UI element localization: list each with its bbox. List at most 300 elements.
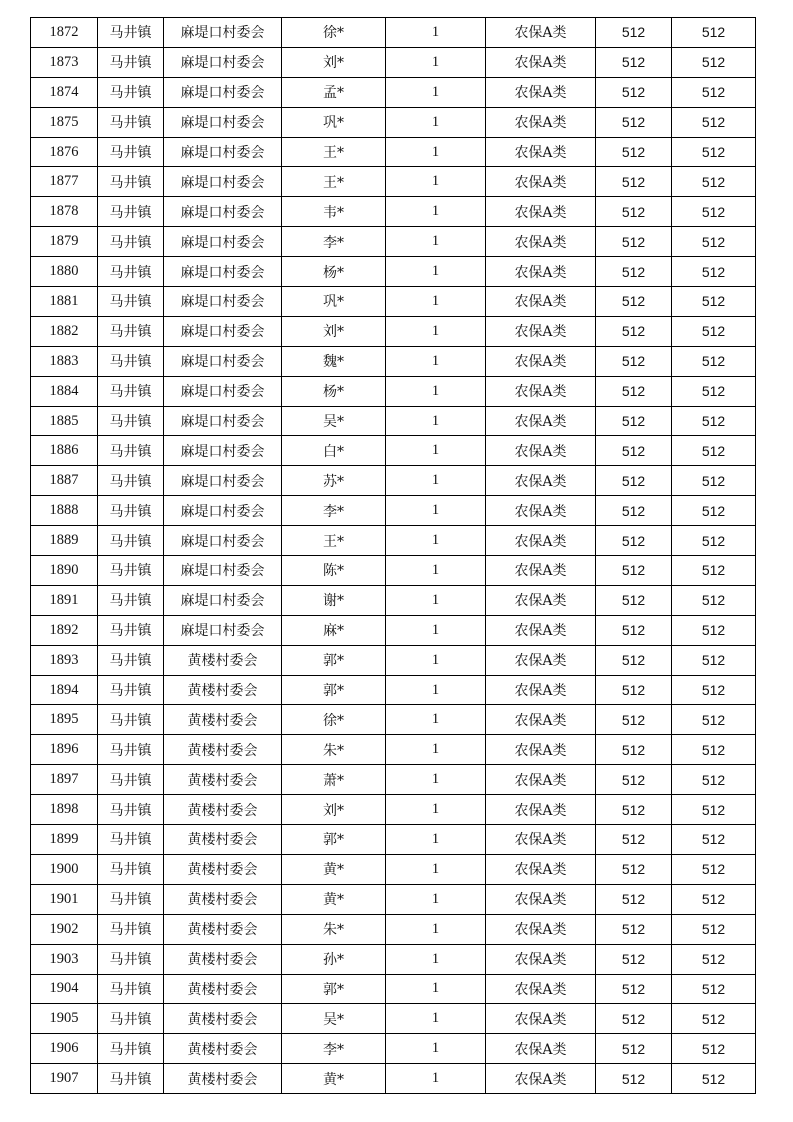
cell-paid-amount: 512 — [672, 1034, 756, 1064]
cell-paid-amount: 512 — [672, 496, 756, 526]
cell-village: 黄楼村委会 — [164, 854, 282, 884]
cell-category: 农保A类 — [486, 346, 596, 376]
cell-paid-amount: 512 — [672, 1064, 756, 1094]
cell-village: 黄楼村委会 — [164, 884, 282, 914]
table-row — [31, 585, 756, 615]
cell-category: 农保A类 — [486, 376, 596, 406]
cell-category: 农保A类 — [486, 496, 596, 526]
cell-category: 农保A类 — [486, 735, 596, 765]
table-row — [31, 376, 756, 406]
cell-person-name: 黄* — [282, 854, 386, 884]
cell-town: 马井镇 — [98, 675, 164, 705]
cell-town: 马井镇 — [98, 854, 164, 884]
cell-village: 黄楼村委会 — [164, 765, 282, 795]
cell-serial-number: 1890 — [31, 556, 98, 586]
cell-paid-amount: 512 — [672, 316, 756, 346]
cell-standard-amount: 512 — [596, 914, 672, 944]
table-body — [31, 18, 756, 1094]
cell-serial-number: 1885 — [31, 406, 98, 436]
cell-village: 麻堤口村委会 — [164, 77, 282, 107]
cell-village: 麻堤口村委会 — [164, 18, 282, 48]
cell-category: 农保A类 — [486, 825, 596, 855]
cell-standard-amount: 512 — [596, 227, 672, 257]
cell-village: 麻堤口村委会 — [164, 107, 282, 137]
cell-person-name: 萧* — [282, 765, 386, 795]
cell-count: 1 — [386, 1004, 486, 1034]
cell-town: 马井镇 — [98, 227, 164, 257]
cell-paid-amount: 512 — [672, 436, 756, 466]
cell-town: 马井镇 — [98, 346, 164, 376]
cell-town: 马井镇 — [98, 18, 164, 48]
cell-person-name: 郭* — [282, 974, 386, 1004]
cell-village: 黄楼村委会 — [164, 974, 282, 1004]
table-row — [31, 346, 756, 376]
table-row — [31, 645, 756, 675]
cell-count: 1 — [386, 167, 486, 197]
cell-paid-amount: 512 — [672, 825, 756, 855]
cell-count: 1 — [386, 705, 486, 735]
cell-standard-amount: 512 — [596, 1004, 672, 1034]
cell-standard-amount: 512 — [596, 346, 672, 376]
cell-standard-amount: 512 — [596, 18, 672, 48]
cell-town: 马井镇 — [98, 1064, 164, 1094]
cell-category: 农保A类 — [486, 615, 596, 645]
table-row — [31, 526, 756, 556]
cell-paid-amount: 512 — [672, 974, 756, 1004]
cell-serial-number: 1888 — [31, 496, 98, 526]
cell-standard-amount: 512 — [596, 645, 672, 675]
table-row — [31, 705, 756, 735]
cell-category: 农保A类 — [486, 257, 596, 287]
cell-standard-amount: 512 — [596, 735, 672, 765]
cell-serial-number: 1891 — [31, 585, 98, 615]
cell-serial-number: 1901 — [31, 884, 98, 914]
cell-person-name: 刘* — [282, 47, 386, 77]
cell-category: 农保A类 — [486, 47, 596, 77]
cell-category: 农保A类 — [486, 167, 596, 197]
table-row — [31, 735, 756, 765]
table-row — [31, 795, 756, 825]
cell-person-name: 李* — [282, 227, 386, 257]
cell-serial-number: 1897 — [31, 765, 98, 795]
cell-count: 1 — [386, 645, 486, 675]
cell-paid-amount: 512 — [672, 585, 756, 615]
cell-paid-amount: 512 — [672, 705, 756, 735]
cell-standard-amount: 512 — [596, 944, 672, 974]
table-row — [31, 615, 756, 645]
cell-category: 农保A类 — [486, 795, 596, 825]
cell-serial-number: 1904 — [31, 974, 98, 1004]
cell-count: 1 — [386, 795, 486, 825]
cell-person-name: 吴* — [282, 406, 386, 436]
cell-standard-amount: 512 — [596, 316, 672, 346]
cell-town: 马井镇 — [98, 615, 164, 645]
cell-category: 农保A类 — [486, 1004, 596, 1034]
cell-village: 麻堤口村委会 — [164, 615, 282, 645]
cell-category: 农保A类 — [486, 914, 596, 944]
cell-village: 黄楼村委会 — [164, 705, 282, 735]
cell-count: 1 — [386, 406, 486, 436]
cell-paid-amount: 512 — [672, 884, 756, 914]
cell-person-name: 徐* — [282, 705, 386, 735]
table-row — [31, 675, 756, 705]
cell-category: 农保A类 — [486, 466, 596, 496]
table-row — [31, 1064, 756, 1094]
cell-category: 农保A类 — [486, 556, 596, 586]
cell-standard-amount: 512 — [596, 854, 672, 884]
cell-village: 麻堤口村委会 — [164, 257, 282, 287]
cell-serial-number: 1881 — [31, 287, 98, 317]
table-row — [31, 1034, 756, 1064]
cell-serial-number: 1875 — [31, 107, 98, 137]
cell-category: 农保A类 — [486, 645, 596, 675]
cell-count: 1 — [386, 77, 486, 107]
cell-standard-amount: 512 — [596, 884, 672, 914]
cell-paid-amount: 512 — [672, 77, 756, 107]
cell-serial-number: 1882 — [31, 316, 98, 346]
cell-person-name: 徐* — [282, 18, 386, 48]
cell-serial-number: 1874 — [31, 77, 98, 107]
cell-count: 1 — [386, 944, 486, 974]
cell-person-name: 孙* — [282, 944, 386, 974]
cell-village: 麻堤口村委会 — [164, 167, 282, 197]
cell-person-name: 刘* — [282, 316, 386, 346]
cell-standard-amount: 512 — [596, 257, 672, 287]
cell-serial-number: 1873 — [31, 47, 98, 77]
cell-standard-amount: 512 — [596, 466, 672, 496]
cell-count: 1 — [386, 47, 486, 77]
table-row — [31, 77, 756, 107]
cell-standard-amount: 512 — [596, 197, 672, 227]
cell-person-name: 巩* — [282, 287, 386, 317]
table-row — [31, 167, 756, 197]
cell-standard-amount: 512 — [596, 77, 672, 107]
table-row — [31, 197, 756, 227]
cell-count: 1 — [386, 376, 486, 406]
cell-village: 麻堤口村委会 — [164, 406, 282, 436]
cell-count: 1 — [386, 735, 486, 765]
cell-count: 1 — [386, 675, 486, 705]
cell-town: 马井镇 — [98, 765, 164, 795]
cell-serial-number: 1902 — [31, 914, 98, 944]
cell-village: 黄楼村委会 — [164, 795, 282, 825]
cell-paid-amount: 512 — [672, 406, 756, 436]
cell-count: 1 — [386, 197, 486, 227]
cell-paid-amount: 512 — [672, 645, 756, 675]
cell-person-name: 谢* — [282, 585, 386, 615]
cell-town: 马井镇 — [98, 556, 164, 586]
cell-count: 1 — [386, 287, 486, 317]
cell-village: 麻堤口村委会 — [164, 346, 282, 376]
cell-paid-amount: 512 — [672, 376, 756, 406]
table-row — [31, 406, 756, 436]
cell-person-name: 郭* — [282, 675, 386, 705]
cell-category: 农保A类 — [486, 137, 596, 167]
cell-town: 马井镇 — [98, 137, 164, 167]
cell-paid-amount: 512 — [672, 346, 756, 376]
cell-person-name: 魏* — [282, 346, 386, 376]
cell-paid-amount: 512 — [672, 795, 756, 825]
cell-standard-amount: 512 — [596, 436, 672, 466]
cell-village: 黄楼村委会 — [164, 1064, 282, 1094]
cell-standard-amount: 512 — [596, 47, 672, 77]
cell-town: 马井镇 — [98, 436, 164, 466]
table-row — [31, 107, 756, 137]
cell-town: 马井镇 — [98, 1004, 164, 1034]
cell-person-name: 陈* — [282, 556, 386, 586]
cell-category: 农保A类 — [486, 884, 596, 914]
table-row — [31, 287, 756, 317]
cell-town: 马井镇 — [98, 884, 164, 914]
cell-village: 黄楼村委会 — [164, 1004, 282, 1034]
cell-count: 1 — [386, 496, 486, 526]
cell-category: 农保A类 — [486, 765, 596, 795]
cell-village: 黄楼村委会 — [164, 735, 282, 765]
cell-village: 黄楼村委会 — [164, 1034, 282, 1064]
cell-paid-amount: 512 — [672, 227, 756, 257]
cell-village: 黄楼村委会 — [164, 645, 282, 675]
cell-town: 马井镇 — [98, 287, 164, 317]
cell-serial-number: 1896 — [31, 735, 98, 765]
cell-standard-amount: 512 — [596, 615, 672, 645]
pension-table — [30, 17, 756, 1094]
cell-count: 1 — [386, 765, 486, 795]
cell-standard-amount: 512 — [596, 287, 672, 317]
cell-person-name: 刘* — [282, 795, 386, 825]
cell-village: 麻堤口村委会 — [164, 137, 282, 167]
cell-paid-amount: 512 — [672, 47, 756, 77]
table-row — [31, 436, 756, 466]
cell-person-name: 王* — [282, 137, 386, 167]
cell-town: 马井镇 — [98, 47, 164, 77]
cell-paid-amount: 512 — [672, 257, 756, 287]
cell-person-name: 郭* — [282, 825, 386, 855]
cell-count: 1 — [386, 316, 486, 346]
table-row — [31, 825, 756, 855]
cell-paid-amount: 512 — [672, 914, 756, 944]
cell-paid-amount: 512 — [672, 675, 756, 705]
cell-standard-amount: 512 — [596, 795, 672, 825]
cell-village: 麻堤口村委会 — [164, 287, 282, 317]
cell-standard-amount: 512 — [596, 1034, 672, 1064]
cell-paid-amount: 512 — [672, 167, 756, 197]
cell-count: 1 — [386, 884, 486, 914]
cell-town: 马井镇 — [98, 466, 164, 496]
cell-person-name: 孟* — [282, 77, 386, 107]
cell-village: 麻堤口村委会 — [164, 436, 282, 466]
cell-village: 黄楼村委会 — [164, 944, 282, 974]
table-row — [31, 556, 756, 586]
cell-town: 马井镇 — [98, 974, 164, 1004]
cell-standard-amount: 512 — [596, 556, 672, 586]
cell-serial-number: 1883 — [31, 346, 98, 376]
cell-village: 麻堤口村委会 — [164, 227, 282, 257]
cell-person-name: 王* — [282, 526, 386, 556]
cell-serial-number: 1892 — [31, 615, 98, 645]
cell-paid-amount: 512 — [672, 854, 756, 884]
cell-village: 麻堤口村委会 — [164, 585, 282, 615]
cell-village: 麻堤口村委会 — [164, 47, 282, 77]
cell-serial-number: 1900 — [31, 854, 98, 884]
cell-count: 1 — [386, 466, 486, 496]
cell-standard-amount: 512 — [596, 825, 672, 855]
cell-standard-amount: 512 — [596, 137, 672, 167]
cell-count: 1 — [386, 615, 486, 645]
cell-person-name: 杨* — [282, 376, 386, 406]
cell-paid-amount: 512 — [672, 944, 756, 974]
cell-count: 1 — [386, 346, 486, 376]
table-row — [31, 18, 756, 48]
cell-paid-amount: 512 — [672, 137, 756, 167]
cell-category: 农保A类 — [486, 675, 596, 705]
cell-count: 1 — [386, 137, 486, 167]
cell-serial-number: 1878 — [31, 197, 98, 227]
cell-category: 农保A类 — [486, 944, 596, 974]
cell-standard-amount: 512 — [596, 107, 672, 137]
cell-standard-amount: 512 — [596, 376, 672, 406]
cell-serial-number: 1877 — [31, 167, 98, 197]
cell-town: 马井镇 — [98, 77, 164, 107]
cell-paid-amount: 512 — [672, 765, 756, 795]
cell-standard-amount: 512 — [596, 406, 672, 436]
cell-category: 农保A类 — [486, 1034, 596, 1064]
cell-village: 黄楼村委会 — [164, 825, 282, 855]
cell-serial-number: 1898 — [31, 795, 98, 825]
cell-count: 1 — [386, 854, 486, 884]
cell-serial-number: 1894 — [31, 675, 98, 705]
cell-paid-amount: 512 — [672, 526, 756, 556]
cell-category: 农保A类 — [486, 705, 596, 735]
cell-count: 1 — [386, 585, 486, 615]
table-row — [31, 466, 756, 496]
cell-category: 农保A类 — [486, 585, 596, 615]
cell-village: 黄楼村委会 — [164, 914, 282, 944]
cell-person-name: 李* — [282, 496, 386, 526]
cell-person-name: 朱* — [282, 914, 386, 944]
cell-serial-number: 1906 — [31, 1034, 98, 1064]
cell-person-name: 白* — [282, 436, 386, 466]
cell-count: 1 — [386, 914, 486, 944]
cell-serial-number: 1887 — [31, 466, 98, 496]
cell-category: 农保A类 — [486, 287, 596, 317]
cell-count: 1 — [386, 18, 486, 48]
cell-town: 马井镇 — [98, 107, 164, 137]
cell-town: 马井镇 — [98, 1034, 164, 1064]
cell-standard-amount: 512 — [596, 1064, 672, 1094]
table-row — [31, 974, 756, 1004]
cell-serial-number: 1905 — [31, 1004, 98, 1034]
table-row — [31, 496, 756, 526]
table-row — [31, 227, 756, 257]
cell-standard-amount: 512 — [596, 705, 672, 735]
cell-standard-amount: 512 — [596, 496, 672, 526]
cell-count: 1 — [386, 257, 486, 287]
cell-category: 农保A类 — [486, 18, 596, 48]
cell-serial-number: 1876 — [31, 137, 98, 167]
cell-serial-number: 1889 — [31, 526, 98, 556]
table-row — [31, 316, 756, 346]
cell-category: 农保A类 — [486, 107, 596, 137]
cell-person-name: 杨* — [282, 257, 386, 287]
cell-category: 农保A类 — [486, 197, 596, 227]
cell-village: 麻堤口村委会 — [164, 556, 282, 586]
cell-town: 马井镇 — [98, 496, 164, 526]
cell-person-name: 王* — [282, 167, 386, 197]
cell-serial-number: 1884 — [31, 376, 98, 406]
cell-paid-amount: 512 — [672, 1004, 756, 1034]
cell-person-name: 苏* — [282, 466, 386, 496]
cell-count: 1 — [386, 1064, 486, 1094]
cell-count: 1 — [386, 556, 486, 586]
cell-count: 1 — [386, 825, 486, 855]
cell-count: 1 — [386, 107, 486, 137]
cell-serial-number: 1879 — [31, 227, 98, 257]
cell-category: 农保A类 — [486, 974, 596, 1004]
cell-category: 农保A类 — [486, 854, 596, 884]
cell-village: 麻堤口村委会 — [164, 526, 282, 556]
cell-serial-number: 1893 — [31, 645, 98, 675]
cell-village: 麻堤口村委会 — [164, 197, 282, 227]
cell-serial-number: 1895 — [31, 705, 98, 735]
cell-count: 1 — [386, 1034, 486, 1064]
cell-village: 麻堤口村委会 — [164, 466, 282, 496]
cell-town: 马井镇 — [98, 316, 164, 346]
cell-person-name: 郭* — [282, 645, 386, 675]
cell-paid-amount: 512 — [672, 466, 756, 496]
cell-paid-amount: 512 — [672, 107, 756, 137]
cell-serial-number: 1899 — [31, 825, 98, 855]
cell-town: 马井镇 — [98, 197, 164, 227]
cell-person-name: 黄* — [282, 884, 386, 914]
cell-serial-number: 1886 — [31, 436, 98, 466]
cell-paid-amount: 512 — [672, 18, 756, 48]
cell-category: 农保A类 — [486, 316, 596, 346]
cell-town: 马井镇 — [98, 735, 164, 765]
cell-category: 农保A类 — [486, 1064, 596, 1094]
table-row — [31, 765, 756, 795]
cell-person-name: 巩* — [282, 107, 386, 137]
cell-town: 马井镇 — [98, 526, 164, 556]
cell-count: 1 — [386, 526, 486, 556]
cell-town: 马井镇 — [98, 167, 164, 197]
cell-standard-amount: 512 — [596, 765, 672, 795]
cell-paid-amount: 512 — [672, 556, 756, 586]
cell-category: 农保A类 — [486, 526, 596, 556]
cell-village: 麻堤口村委会 — [164, 376, 282, 406]
cell-standard-amount: 512 — [596, 974, 672, 1004]
cell-category: 农保A类 — [486, 436, 596, 466]
cell-paid-amount: 512 — [672, 735, 756, 765]
table-row — [31, 137, 756, 167]
cell-town: 马井镇 — [98, 944, 164, 974]
cell-serial-number: 1903 — [31, 944, 98, 974]
cell-town: 马井镇 — [98, 705, 164, 735]
cell-category: 农保A类 — [486, 227, 596, 257]
cell-category: 农保A类 — [486, 77, 596, 107]
table-row — [31, 854, 756, 884]
cell-count: 1 — [386, 974, 486, 1004]
cell-town: 马井镇 — [98, 257, 164, 287]
cell-village: 麻堤口村委会 — [164, 496, 282, 526]
cell-serial-number: 1880 — [31, 257, 98, 287]
cell-person-name: 朱* — [282, 735, 386, 765]
cell-town: 马井镇 — [98, 376, 164, 406]
cell-category: 农保A类 — [486, 406, 596, 436]
cell-person-name: 李* — [282, 1034, 386, 1064]
cell-town: 马井镇 — [98, 406, 164, 436]
cell-paid-amount: 512 — [672, 615, 756, 645]
cell-paid-amount: 512 — [672, 197, 756, 227]
